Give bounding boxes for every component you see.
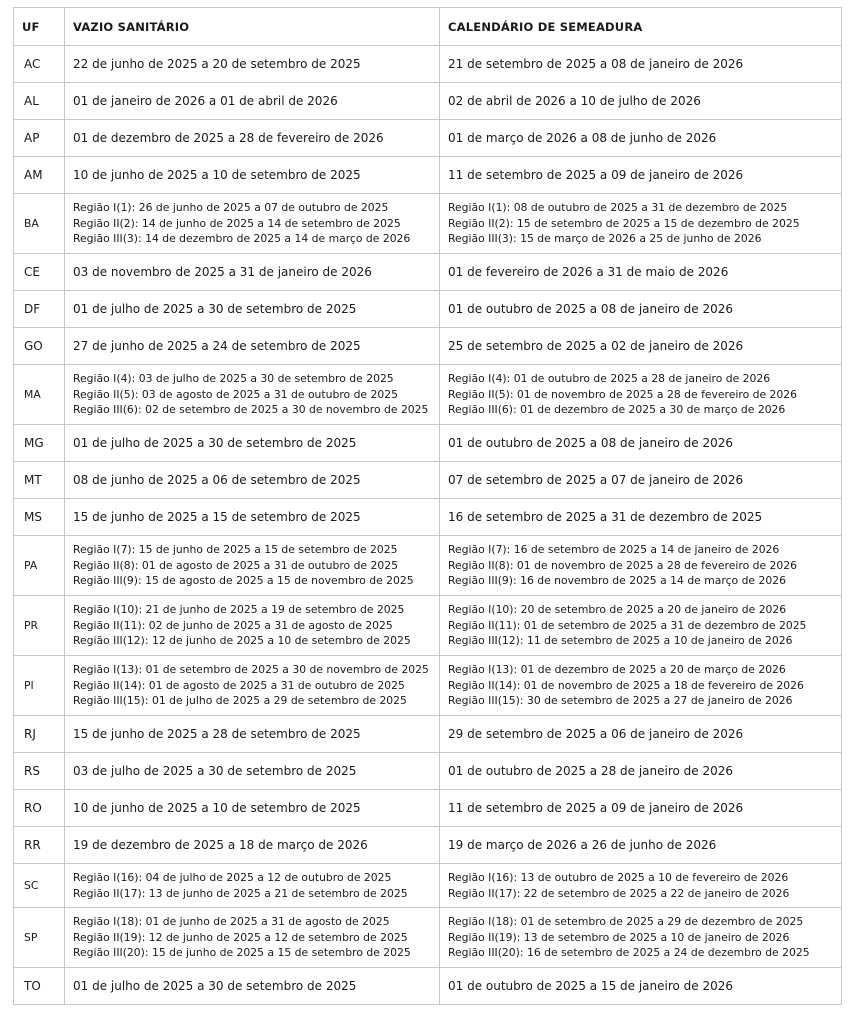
vazio-sanitario-line: 10 de junho de 2025 a 10 de setembro de 2025: [73, 801, 361, 815]
header-vazio-sanitario: VAZIO SANITÁRIO: [65, 8, 440, 46]
calendar-table: [13, 7, 842, 1005]
calendario-semeadura-line: Região III(12): 11 de setembro de 2025 a 10 de janeiro de 2026: [448, 634, 793, 648]
calendar-table-container: [13, 7, 841, 1005]
vazio-sanitario-cell: [65, 328, 440, 365]
calendario-semeadura-line: Região II(8): 01 de novembro de 2025 a 28 de fevereiro de 2026: [448, 558, 798, 572]
vazio-sanitario-line: Região I(7): 15 de junho de 2025 a 15 de setembro de 2025: [73, 543, 398, 557]
calendario-semeadura-line: Região II(19): 13 de setembro de 2025 a 10 de janeiro de 2026: [448, 930, 790, 944]
vazio-sanitario-cell: [65, 365, 440, 425]
calendario-semeadura-cell: [440, 790, 842, 827]
uf-cell: SP: [14, 908, 65, 968]
vazio-sanitario-cell: [65, 968, 440, 1005]
calendario-semeadura-line: 11 de setembro de 2025 a 09 de janeiro de 2026: [448, 801, 744, 815]
table-row: [14, 462, 842, 499]
vazio-sanitario-line: 03 de julho de 2025 a 30 de setembro de 2025: [73, 764, 357, 778]
calendario-semeadura-line: Região I(7): 16 de setembro de 2025 a 14 de janeiro de 2026: [448, 543, 780, 557]
table-row: [14, 425, 842, 462]
calendario-semeadura-line: Região I(1): 08 de outubro de 2025 a 31 de dezembro de 2025: [448, 201, 788, 215]
vazio-sanitario-line: Região III(3): 14 de dezembro de 2025 a 14 de março de 2026: [73, 232, 411, 246]
uf-cell: TO: [14, 968, 65, 1005]
vazio-sanitario-cell: [65, 827, 440, 864]
vazio-sanitario-cell: [65, 499, 440, 536]
table-row: [14, 864, 842, 908]
calendario-semeadura-cell: [440, 908, 842, 968]
calendario-semeadura-line: 21 de setembro de 2025 a 08 de janeiro de 2026: [448, 57, 744, 71]
table-row: [14, 46, 842, 83]
header-calendario-semeadura: CALENDÁRIO DE SEMEADURA: [440, 8, 842, 46]
table-row: [14, 827, 842, 864]
calendario-semeadura-line: Região III(9): 16 de novembro de 2025 a 14 de março de 2026: [448, 574, 786, 588]
vazio-sanitario-cell: [65, 790, 440, 827]
calendario-semeadura-line: Região I(16): 13 de outubro de 2025 a 10 de fevereiro de 2026: [448, 871, 789, 884]
table-row: [14, 254, 842, 291]
vazio-sanitario-cell: [65, 716, 440, 753]
vazio-sanitario-cell: [65, 157, 440, 194]
calendario-semeadura-line: 01 de outubro de 2025 a 08 de janeiro de 2026: [448, 302, 734, 316]
vazio-sanitario-line: 01 de janeiro de 2026 a 01 de abril de 2026: [73, 94, 338, 108]
vazio-sanitario-line: Região III(6): 02 de setembro de 2025 a 30 de novembro de 2025: [73, 403, 429, 417]
calendario-semeadura-cell: [440, 46, 842, 83]
vazio-sanitario-line: 01 de julho de 2025 a 30 de setembro de 2025: [73, 979, 357, 993]
uf-cell: AM: [14, 157, 65, 194]
uf-cell: PR: [14, 596, 65, 656]
calendario-semeadura-line: Região II(2): 15 de setembro de 2025 a 15 de dezembro de 2025: [448, 216, 800, 230]
vazio-sanitario-cell: [65, 908, 440, 968]
calendario-semeadura-line: Região III(15): 30 de setembro de 2025 a 27 de janeiro de 2026: [448, 694, 793, 708]
table-row: [14, 716, 842, 753]
calendario-semeadura-line: 25 de setembro de 2025 a 02 de janeiro de 2026: [448, 339, 744, 353]
calendario-semeadura-line: 16 de setembro de 2025 a 31 de dezembro de 2025: [448, 510, 763, 524]
calendario-semeadura-line: 01 de março de 2026 a 08 de junho de 2026: [448, 131, 717, 145]
calendario-semeadura-line: Região II(14): 01 de novembro de 2025 a 18 de fevereiro de 2026: [448, 678, 804, 692]
table-row: [14, 499, 842, 536]
uf-cell: RO: [14, 790, 65, 827]
calendario-semeadura-line: 01 de fevereiro de 2026 a 31 de maio de 2026: [448, 265, 729, 279]
table-row: [14, 656, 842, 716]
vazio-sanitario-line: 10 de junho de 2025 a 10 de setembro de 2025: [73, 168, 361, 182]
calendario-semeadura-cell: [440, 536, 842, 596]
vazio-sanitario-line: Região II(8): 01 de agosto de 2025 a 31 de outubro de 2025: [73, 558, 398, 572]
vazio-sanitario-line: Região II(5): 03 de agosto de 2025 a 31 de outubro de 2025: [73, 387, 398, 401]
table-header: [14, 8, 842, 46]
table-row: [14, 968, 842, 1005]
calendario-semeadura-line: Região III(3): 15 de março de 2026 a 25 de junho de 2026: [448, 232, 762, 246]
calendario-semeadura-line: 19 de março de 2026 a 26 de junho de 2026: [448, 838, 717, 852]
calendario-semeadura-cell: [440, 365, 842, 425]
calendario-semeadura-cell: [440, 753, 842, 790]
table-row: [14, 157, 842, 194]
vazio-sanitario-cell: [65, 83, 440, 120]
vazio-sanitario-cell: [65, 462, 440, 499]
calendario-semeadura-line: Região I(4): 01 de outubro de 2025 a 28 de janeiro de 2026: [448, 372, 771, 386]
table-row: [14, 194, 842, 254]
calendario-semeadura-cell: [440, 291, 842, 328]
vazio-sanitario-line: Região III(9): 15 de agosto de 2025 a 15 de novembro de 2025: [73, 574, 414, 588]
table-row: [14, 790, 842, 827]
table-row: [14, 365, 842, 425]
vazio-sanitario-cell: [65, 596, 440, 656]
uf-cell: BA: [14, 194, 65, 254]
vazio-sanitario-line: 01 de julho de 2025 a 30 de setembro de 2025: [73, 436, 357, 450]
vazio-sanitario-line: Região I(18): 01 de junho de 2025 a 31 de agosto de 2025: [73, 915, 390, 929]
calendario-semeadura-line: Região III(6): 01 de dezembro de 2025 a 30 de março de 2026: [448, 403, 786, 417]
calendario-semeadura-cell: [440, 499, 842, 536]
calendario-semeadura-line: Região II(17): 22 de setembro de 2025 a 22 de janeiro de 2026: [448, 886, 790, 900]
table-row: [14, 753, 842, 790]
vazio-sanitario-cell: [65, 753, 440, 790]
calendario-semeadura-cell: [440, 827, 842, 864]
uf-cell: MA: [14, 365, 65, 425]
calendario-semeadura-line: Região II(11): 01 de setembro de 2025 a 31 de dezembro de 2025: [448, 618, 807, 632]
uf-cell: AC: [14, 46, 65, 83]
vazio-sanitario-cell: [65, 536, 440, 596]
table-row: [14, 908, 842, 968]
table-row: [14, 291, 842, 328]
vazio-sanitario-line: Região I(16): 04 de julho de 2025 a 12 de outubro de 2025: [73, 871, 392, 884]
vazio-sanitario-line: 27 de junho de 2025 a 24 de setembro de 2025: [73, 339, 361, 353]
calendario-semeadura-line: 01 de outubro de 2025 a 15 de janeiro de 2026: [448, 979, 734, 993]
vazio-sanitario-line: Região II(2): 14 de junho de 2025 a 14 de setembro de 2025: [73, 216, 401, 230]
vazio-sanitario-cell: [65, 46, 440, 83]
vazio-sanitario-line: Região II(19): 12 de junho de 2025 a 12 de setembro de 2025: [73, 930, 408, 944]
vazio-sanitario-line: 15 de junho de 2025 a 28 de setembro de 2025: [73, 727, 361, 741]
vazio-sanitario-cell: [65, 194, 440, 254]
calendario-semeadura-cell: [440, 157, 842, 194]
uf-cell: RS: [14, 753, 65, 790]
vazio-sanitario-line: Região II(11): 02 de junho de 2025 a 31 de agosto de 2025: [73, 618, 393, 632]
table-row: [14, 83, 842, 120]
calendario-semeadura-cell: [440, 864, 842, 908]
vazio-sanitario-line: Região I(4): 03 de julho de 2025 a 30 de setembro de 2025: [73, 372, 394, 386]
calendario-semeadura-line: Região I(13): 01 de dezembro de 2025 a 20 de março de 2026: [448, 663, 786, 677]
calendario-semeadura-cell: [440, 968, 842, 1005]
vazio-sanitario-line: Região II(14): 01 de agosto de 2025 a 31 de outubro de 2025: [73, 678, 405, 692]
vazio-sanitario-line: Região II(17): 13 de junho de 2025 a 21 de setembro de 2025: [73, 886, 408, 900]
calendario-semeadura-cell: [440, 425, 842, 462]
uf-cell: AL: [14, 83, 65, 120]
calendario-semeadura-line: Região III(20): 16 de setembro de 2025 a 24 de dezembro de 2025: [448, 946, 810, 960]
calendario-semeadura-cell: [440, 83, 842, 120]
vazio-sanitario-line: Região I(13): 01 de setembro de 2025 a 30 de novembro de 2025: [73, 663, 429, 677]
table-row: [14, 328, 842, 365]
calendario-semeadura-cell: [440, 254, 842, 291]
calendario-semeadura-cell: [440, 120, 842, 157]
vazio-sanitario-cell: [65, 864, 440, 908]
calendario-semeadura-line: 01 de outubro de 2025 a 28 de janeiro de 2026: [448, 764, 734, 778]
table-row: [14, 120, 842, 157]
vazio-sanitario-line: 19 de dezembro de 2025 a 18 de março de 2026: [73, 838, 368, 852]
vazio-sanitario-cell: [65, 254, 440, 291]
vazio-sanitario-line: 08 de junho de 2025 a 06 de setembro de 2025: [73, 473, 361, 487]
uf-cell: MS: [14, 499, 65, 536]
vazio-sanitario-line: Região III(12): 12 de junho de 2025 a 10 de setembro de 2025: [73, 634, 411, 648]
vazio-sanitario-line: 01 de julho de 2025 a 30 de setembro de 2025: [73, 302, 357, 316]
vazio-sanitario-line: Região III(20): 15 de junho de 2025 a 15 de setembro de 2025: [73, 946, 411, 960]
calendario-semeadura-line: 29 de setembro de 2025 a 06 de janeiro de 2026: [448, 727, 744, 741]
calendario-semeadura-cell: [440, 716, 842, 753]
uf-cell: AP: [14, 120, 65, 157]
uf-cell: SC: [14, 864, 65, 908]
calendario-semeadura-line: 11 de setembro de 2025 a 09 de janeiro de 2026: [448, 168, 744, 182]
uf-cell: DF: [14, 291, 65, 328]
calendario-semeadura-line: 02 de abril de 2026 a 10 de julho de 2026: [448, 94, 701, 108]
calendario-semeadura-cell: [440, 462, 842, 499]
uf-cell: RR: [14, 827, 65, 864]
uf-cell: MT: [14, 462, 65, 499]
calendario-semeadura-line: Região I(18): 01 de setembro de 2025 a 29 de dezembro de 2025: [448, 915, 804, 929]
calendario-semeadura-cell: [440, 328, 842, 365]
table-row: [14, 596, 842, 656]
uf-cell: CE: [14, 254, 65, 291]
calendario-semeadura-line: 07 de setembro de 2025 a 07 de janeiro de 2026: [448, 473, 744, 487]
uf-cell: MG: [14, 425, 65, 462]
calendario-semeadura-line: 01 de outubro de 2025 a 08 de janeiro de 2026: [448, 436, 734, 450]
table-row: [14, 536, 842, 596]
vazio-sanitario-line: 22 de junho de 2025 a 20 de setembro de 2025: [73, 57, 361, 71]
vazio-sanitario-cell: [65, 291, 440, 328]
vazio-sanitario-cell: [65, 656, 440, 716]
table-body: [14, 46, 842, 1005]
calendario-semeadura-cell: [440, 596, 842, 656]
vazio-sanitario-line: 15 de junho de 2025 a 15 de setembro de 2025: [73, 510, 361, 524]
vazio-sanitario-line: Região I(1): 26 de junho de 2025 a 07 de outubro de 2025: [73, 201, 389, 215]
vazio-sanitario-line: Região I(10): 21 de junho de 2025 a 19 de setembro de 2025: [73, 603, 405, 617]
calendario-semeadura-line: Região II(5): 01 de novembro de 2025 a 28 de fevereiro de 2026: [448, 387, 798, 401]
vazio-sanitario-line: 03 de novembro de 2025 a 31 de janeiro de 2026: [73, 265, 372, 279]
uf-cell: GO: [14, 328, 65, 365]
header-row: [14, 8, 842, 46]
uf-cell: RJ: [14, 716, 65, 753]
vazio-sanitario-cell: [65, 425, 440, 462]
calendario-semeadura-cell: [440, 656, 842, 716]
uf-cell: PI: [14, 656, 65, 716]
calendario-semeadura-line: Região I(10): 20 de setembro de 2025 a 20 de janeiro de 2026: [448, 603, 787, 617]
header-uf: UF: [14, 8, 65, 46]
vazio-sanitario-line: 01 de dezembro de 2025 a 28 de fevereiro de 2026: [73, 131, 384, 145]
vazio-sanitario-line: Região III(15): 01 de julho de 2025 a 29 de setembro de 2025: [73, 694, 407, 708]
vazio-sanitario-cell: [65, 120, 440, 157]
calendario-semeadura-cell: [440, 194, 842, 254]
uf-cell: PA: [14, 536, 65, 596]
